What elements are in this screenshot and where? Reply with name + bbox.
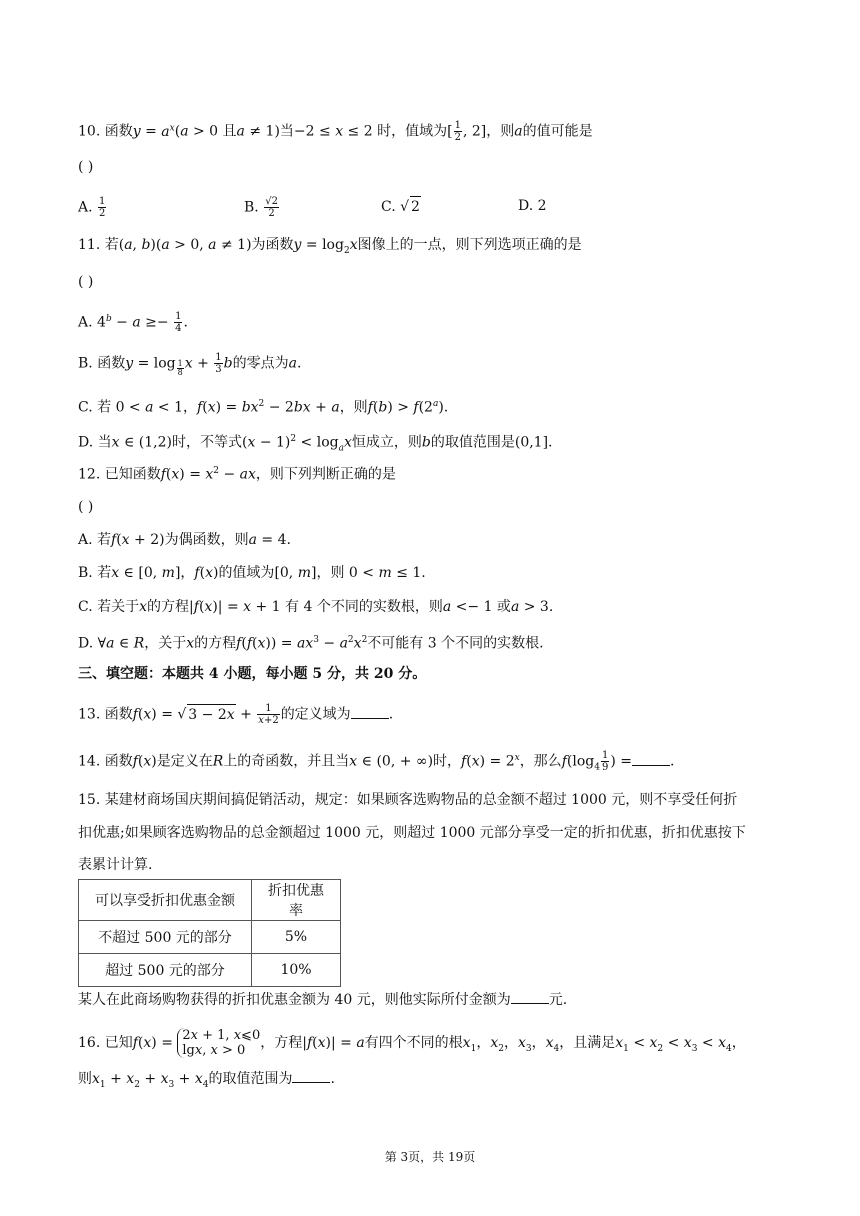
option-a: A. $\frac{1}{2}$	[78, 196, 106, 219]
option-d: D. ∀a ∈ R，关于x的方程$f(f(x)) = ax^3 - a^2x^2$不可能有 3 个不同的实数根.	[78, 635, 544, 652]
option-d: D. 2	[518, 198, 547, 214]
option-d: D. 当x ∈ (1,2)时，不等式$(x - 1)^2 < \log_ax$恒成立，则b的取值范围是(0,1].	[78, 434, 553, 454]
question-15-line-2: 扣优惠;如果顾客选购物品的总金额超过 1000 元，则超过 1000 元部分享受一定的折扣优惠，折扣优惠按下	[78, 825, 746, 841]
option-b: B. 若x ∈ [0, m]，f(x)的值域为[0, m]，则 0 < m ≤ 1.	[78, 565, 426, 581]
question-15-tail: 某人在此商场购物获得的折扣优惠金额为 40 元，则他实际所付金额为 元.	[78, 989, 567, 1010]
section-title: 三、填空题：本题共 4 小题，每小题 5 分，共 20 分。	[78, 666, 427, 682]
option-a: A. $4^b - a$ ≥− $\frac{1}{4}$ .	[78, 311, 188, 335]
page-footer: 第 3页，共 19页	[384, 1150, 476, 1164]
question-10: 10. 函数$y = a^x(a > 0$ 且a ≠ 1)当−2 ≤ x ≤ 2 时，值域为[ $\frac{1}{2}$ , 2]，则a的值可能是	[78, 120, 593, 144]
question-11: 11. 若(a, b)(a > 0, a ≠ 1)为函数$y = \log_2x$图像上的一点，则下列选项正确的是	[78, 237, 582, 256]
math: y	[132, 123, 141, 140]
question-15-line-3: 表累计计算.	[78, 857, 153, 873]
table-cell: 超过 500 元的部分	[79, 954, 252, 987]
table-cell: 5%	[252, 921, 341, 954]
piecewise-function: 2x + 1, x⩽0 lgx, x > 0	[177, 1028, 260, 1058]
question-16-line-2: 则$x_1 + x_2 + x_3 + x_4$的取值范围为 .	[78, 1068, 335, 1095]
question-10-paren: ( )	[78, 159, 94, 175]
answer-blank[interactable]	[511, 989, 549, 1004]
option-b: B. 函数y = log $_{\frac{1}{8}}$ x + $\frac{1}{3}$ b的零点为a.	[78, 352, 302, 378]
option-b: B. $\frac{√2}{2}$	[244, 196, 278, 219]
table-header: 折扣优惠率	[252, 880, 341, 921]
table-header: 可以享受折扣优惠金额	[79, 880, 252, 921]
question-13: 13. 函数f(x) = √ 3 − 2x + $\frac{1}{x+2}$ 的定义域为 .	[78, 703, 394, 726]
question-12-paren: ( )	[78, 499, 94, 515]
table-row	[79, 921, 341, 954]
option-c: C. √ 2	[381, 196, 421, 217]
option-a: A. 若f(x + 2)为偶函数，则a = 4.	[78, 532, 291, 548]
question-16: 16. 已知f(x) = 2x + 1, x⩽0 lgx, x > 0 ，方程|f(x)| = a有四个不同的根$x_1$，$x_2$，$x_3$，$x_4$，且满足$x_1 < x_2 < x_3 < x_4$，	[78, 1028, 746, 1058]
question-14: 14. 函数f(x)是定义在R上的奇函数，并且当x ∈ (0, + ∞)时，$f(x) = 2^x$，那么$f(\log_4$ $\frac{1}{9}$ ) = .	[78, 750, 675, 774]
option-c: C. 若关于x的方程|f(x)| = x + 1 有 4 个不同的实数根，则a <− 1 或a > 3.	[78, 599, 554, 615]
table-row	[79, 954, 341, 987]
question-11-paren: ( )	[78, 274, 94, 290]
table-cell: 10%	[252, 954, 341, 987]
answer-blank[interactable]	[632, 751, 670, 766]
table-cell: 不超过 500 元的部分	[79, 921, 252, 954]
question-12: 12. 已知函数$f(x) = x^2$ − ax，则下列判断正确的是	[78, 466, 396, 483]
option-c: C. 若 0 < a < 1，$f(x) = bx^2 - 2bx + a$，则$f(b) > f(2^a)$.	[78, 399, 449, 416]
question-15-line-1: 15. 某建材商场国庆期间搞促销活动，规定：如果顾客选购物品的总金额不超过 1000 元，则不享受任何折	[78, 792, 738, 808]
answer-blank[interactable]	[351, 704, 389, 719]
discount-table	[78, 879, 341, 987]
answer-blank[interactable]	[292, 1068, 330, 1083]
table-header-row	[79, 880, 341, 921]
